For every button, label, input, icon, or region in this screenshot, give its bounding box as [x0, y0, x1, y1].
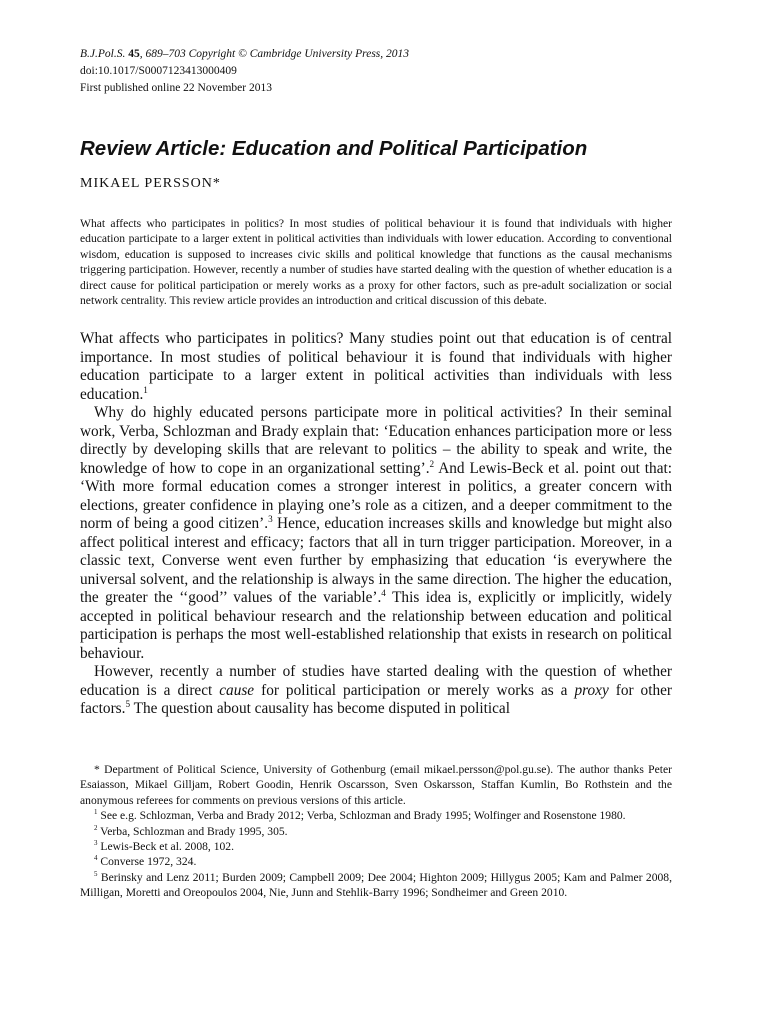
citation-line — [80, 46, 672, 63]
emphasis-cause: cause — [219, 681, 255, 699]
paragraph-3-text-d: The question about causality has become disputed in political — [130, 700, 510, 718]
footnote-1-number: 1 — [94, 808, 98, 817]
paragraph-3-text-b: for political participation or merely works as a — [254, 681, 575, 699]
footnote-2-number: 2 — [94, 823, 98, 832]
footnote-3-text: Lewis-Beck et al. 2008, 102. — [97, 840, 234, 854]
footnote-4-text: Converse 1972, 324. — [97, 855, 197, 869]
paragraph-1 — [80, 330, 672, 404]
published-date: First published online 22 November 2013 — [80, 82, 272, 94]
footnote-2-text: Verba, Schlozman and Brady 1995, 305. — [97, 824, 288, 838]
article-page — [80, 46, 672, 719]
paragraph-3 — [80, 663, 672, 719]
journal-abbr: B.J.Pol.S. — [80, 48, 126, 60]
paragraph-3-text-c: for other factors. — [80, 681, 672, 718]
footnotes — [80, 762, 672, 901]
journal-header — [80, 46, 672, 97]
footnote-5 — [80, 870, 672, 901]
volume: 45 — [128, 48, 140, 60]
abstract: What affects who participates in politics? In most studies of political behaviour it is found that individuals with higher education participate to a larger extent in political activities than individuals with lower education. According to conventional wisdom, education is supposed to increases civic skills and political knowledge that functions as the causal mechanisms triggering participation. However, recently a number of studies have started dealing with the question of whether education is a direct cause for political participation or merely works as a proxy for other factors, such as pre-adult socialization or social network centrality. This review article provides an introduction and critical discussion of this debate. — [80, 217, 672, 308]
footnote-ref-3: 3 — [268, 514, 273, 525]
footnote-ref-1: 1 — [143, 384, 148, 395]
pages-copyright: , 689–703 Copyright © Cambridge University Press, 2013 — [139, 48, 410, 60]
paragraph-2-text-b: And Lewis-Beck et al. point out that: ‘With more formal education comes a stronger interest in politics, a greater concern with elections, greater confidence in playing one’s role as a citizen, and a deeper commitment to the norm of being a good citizen’. — [80, 459, 672, 533]
footnote-ref-4: 4 — [381, 588, 386, 599]
footnote-3 — [80, 839, 672, 854]
footnote-author: * Department of Political Science, University of Gothenburg (email mikael.persson@pol.gu.se). The author thanks Peter Esaiasson, Mikael Gilljam, Robert Goodin, Henrik Oscarsson, Sven Oskarsson, Staffan Kumlin, Bo Rothstein and the anonymous referees for comments on previous versions of this article. — [80, 763, 672, 807]
footnote-5-number: 5 — [94, 869, 98, 878]
footnote-4-number: 4 — [94, 854, 98, 863]
doi: doi:10.1017/S0007123413000409 — [80, 65, 237, 77]
paragraph-2 — [80, 404, 672, 663]
footnote-3-number: 3 — [94, 839, 98, 848]
footnote-2 — [80, 824, 672, 839]
body-text — [80, 330, 672, 719]
paragraph-2-text-a: Why do highly educated persons participate more in political activities? In their seminal work, Verba, Schlozman and Brady explain that: ‘Education enhances participation more or less directly by developing skills that are relevant to politics – the ability to speak and write, the knowledge of how to cope in an organizational setting’. — [80, 404, 672, 477]
footnote-ref-2: 2 — [429, 458, 435, 469]
footnote-5-text: Berinsky and Lenz 2011; Burden 2009; Campbell 2009; Dee 2004; Highton 2009; Hillygus 2005; Kam and Palmer 2008, Milligan, Moretti and Oreopoulos 2004, Nie, Junn and Stehlik-Barry 1996; Sondheimer and Green 2010. — [80, 870, 672, 900]
article-title: Review Article: Education and Political Participation — [80, 137, 588, 160]
paragraph-2-text-d: This idea is, explicitly or implicitly, widely accepted in political behaviour research and the relationship between education and political participation is perhaps the most well-established relationship that exists in research on political behaviour. — [80, 589, 672, 662]
paragraph-1-text: What affects who participates in politics? Many studies point out that education is of central importance. In most studies of political behaviour it is found that individuals with higher education participate to a larger extent in political activities than individuals with less education. — [80, 330, 672, 403]
paragraph-3-text-a: However, recently a number of studies have started dealing with the question of whether education is a direct — [80, 663, 672, 699]
emphasis-proxy: proxy — [574, 681, 609, 699]
footnote-ref-5: 5 — [125, 699, 131, 710]
footnote-1 — [80, 808, 672, 823]
paragraph-2-text-c: Hence, education increases skills and knowledge but might also affect political interest and efficacy; factors that all in turn trigger participation. Moreover, in a classic text, Converse went even further by emphasizing that education ‘is everywhere the universal solvent, and the relationship is always in the same direction. The higher the education, the greater the ‘‘good’’ values of the variable’. — [80, 515, 672, 607]
footnote-1-text: See e.g. Schlozman, Verba and Brady 2012; Verba, Schlozman and Brady 1995; Wolfinger and Rosenstone 1980. — [97, 809, 626, 823]
author: MIKAEL PERSSON* — [80, 176, 221, 191]
footnote-4 — [80, 854, 672, 869]
